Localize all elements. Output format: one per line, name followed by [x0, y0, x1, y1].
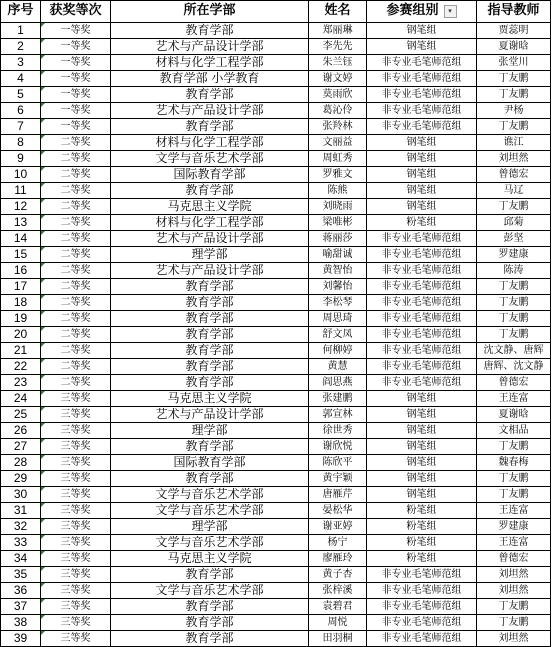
cell-award[interactable]: 三等奖: [41, 614, 111, 630]
cell-dept[interactable]: 教育学部: [111, 470, 309, 486]
cell-dept[interactable]: 教育学部: [111, 342, 309, 358]
header-group-label: 参赛组别: [386, 3, 439, 18]
cell-group[interactable]: 钢笔组: [367, 486, 477, 502]
cell-dept[interactable]: 教育学部: [111, 374, 309, 390]
cell-group[interactable]: 钢笔组: [367, 454, 477, 470]
table-row: [1, 310, 551, 326]
cell-teacher[interactable]: 丁友鹏: [477, 310, 551, 326]
cell-award[interactable]: 三等奖: [41, 566, 111, 582]
cell-index[interactable]: 3: [1, 54, 41, 70]
cell-award[interactable]: 三等奖: [41, 486, 111, 502]
cell-group[interactable]: 非专业毛笔师范组: [367, 262, 477, 278]
cell-name[interactable]: 徐世秀: [309, 422, 367, 438]
cell-index[interactable]: 6: [1, 102, 41, 118]
cell-group[interactable]: 非专业毛笔师范组: [367, 278, 477, 294]
table-row: [1, 470, 551, 486]
table-row: [1, 422, 551, 438]
cell-index[interactable]: 39: [1, 630, 41, 646]
table-row: [1, 374, 551, 390]
cell-award[interactable]: 三等奖: [41, 470, 111, 486]
cell-teacher[interactable]: 丁友鹏: [477, 198, 551, 214]
table-row: [1, 102, 551, 118]
cell-index[interactable]: 20: [1, 326, 41, 342]
cell-teacher[interactable]: 文相品: [477, 422, 551, 438]
table-row: [1, 534, 551, 550]
cell-name[interactable]: 杨宁: [309, 534, 367, 550]
cell-index[interactable]: 24: [1, 390, 41, 406]
cell-dept[interactable]: 教育学部: [111, 598, 309, 614]
cell-award[interactable]: 二等奖: [41, 310, 111, 326]
cell-index[interactable]: 36: [1, 582, 41, 598]
cell-teacher[interactable]: 刘坦然: [477, 582, 551, 598]
cell-group[interactable]: 非专业毛笔师范组: [367, 246, 477, 262]
cell-dept[interactable]: 教育学部: [111, 310, 309, 326]
cell-teacher[interactable]: 曾德宏: [477, 166, 551, 182]
table-row: [1, 38, 551, 54]
cell-group[interactable]: 钢笔组: [367, 22, 477, 38]
cell-dept[interactable]: 马克思主义学院: [111, 390, 309, 406]
cell-award[interactable]: 二等奖: [41, 262, 111, 278]
table-row: [1, 518, 551, 534]
cell-dept[interactable]: 文学与音乐艺术学部: [111, 486, 309, 502]
cell-group[interactable]: 非专业毛笔师范组: [367, 310, 477, 326]
cell-index[interactable]: 28: [1, 454, 41, 470]
cell-group[interactable]: 非专业毛笔师范组: [367, 614, 477, 630]
cell-award[interactable]: 三等奖: [41, 518, 111, 534]
cell-name[interactable]: 张梓溪: [309, 582, 367, 598]
cell-dept[interactable]: 教育学部: [111, 438, 309, 454]
cell-name[interactable]: 蒋丽莎: [309, 230, 367, 246]
cell-name[interactable]: 谢亚婷: [309, 518, 367, 534]
cell-teacher[interactable]: 丁友鹏: [477, 326, 551, 342]
cell-dept[interactable]: 国际教育学部: [111, 166, 309, 182]
cell-award[interactable]: 三等奖: [41, 582, 111, 598]
cell-group[interactable]: 非专业毛笔师范组: [367, 566, 477, 582]
cell-award[interactable]: 三等奖: [41, 630, 111, 646]
table-row: [1, 54, 551, 70]
header-dept[interactable]: 所在学部: [111, 1, 309, 23]
cell-dept[interactable]: 教育学部 小学教育: [111, 70, 309, 86]
cell-index[interactable]: 18: [1, 294, 41, 310]
cell-name[interactable]: 梁唯彬: [309, 214, 367, 230]
table-row: [1, 214, 551, 230]
cell-award[interactable]: 二等奖: [41, 134, 111, 150]
cell-award[interactable]: 一等奖: [41, 38, 111, 54]
cell-teacher[interactable]: 丁友鹏: [477, 486, 551, 502]
table-row: [1, 278, 551, 294]
cell-dept[interactable]: 文学与音乐艺术学部: [111, 534, 309, 550]
table-row: [1, 326, 551, 342]
cell-dept[interactable]: 国际教育学部: [111, 454, 309, 470]
cell-teacher[interactable]: 谯江: [477, 134, 551, 150]
cell-index[interactable]: 19: [1, 310, 41, 326]
cell-dept[interactable]: 教育学部: [111, 614, 309, 630]
cell-index[interactable]: 27: [1, 438, 41, 454]
cell-index[interactable]: 14: [1, 230, 41, 246]
cell-index[interactable]: 5: [1, 86, 41, 102]
cell-teacher[interactable]: 刘坦然: [477, 150, 551, 166]
filter-dropdown-icon[interactable]: ▾: [444, 5, 457, 18]
cell-name[interactable]: 廖雁玲: [309, 550, 367, 566]
cell-teacher[interactable]: 魏春梅: [477, 454, 551, 470]
cell-award[interactable]: 二等奖: [41, 230, 111, 246]
cell-group[interactable]: 钢笔组: [367, 438, 477, 454]
cell-group[interactable]: 钢笔组: [367, 182, 477, 198]
cell-teacher[interactable]: 刘坦然: [477, 630, 551, 646]
cell-index[interactable]: 33: [1, 534, 41, 550]
cell-name[interactable]: 田羽桐: [309, 630, 367, 646]
cell-name[interactable]: 黄子杏: [309, 566, 367, 582]
cell-dept[interactable]: 教育学部: [111, 326, 309, 342]
cell-dept[interactable]: 材料与化学工程学部: [111, 214, 309, 230]
cell-award[interactable]: 三等奖: [41, 534, 111, 550]
cell-name[interactable]: 舒文凤: [309, 326, 367, 342]
cell-teacher[interactable]: 丁友鹏: [477, 118, 551, 134]
cell-group[interactable]: 非专业毛笔师范组: [367, 70, 477, 86]
cell-group[interactable]: 非专业毛笔师范组: [367, 358, 477, 374]
cell-name[interactable]: 阎思燕: [309, 374, 367, 390]
cell-award[interactable]: 二等奖: [41, 326, 111, 342]
cell-group[interactable]: 钢笔组: [367, 150, 477, 166]
cell-name[interactable]: 黄智怡: [309, 262, 367, 278]
table-row: [1, 198, 551, 214]
cell-award[interactable]: 二等奖: [41, 342, 111, 358]
cell-name[interactable]: 郭宣林: [309, 406, 367, 422]
cell-award[interactable]: 三等奖: [41, 454, 111, 470]
cell-award[interactable]: 二等奖: [41, 294, 111, 310]
cell-group[interactable]: 钢笔组: [367, 166, 477, 182]
cell-dept[interactable]: 艺术与产品设计学部: [111, 38, 309, 54]
cell-name[interactable]: 文丽益: [309, 134, 367, 150]
table-row: [1, 230, 551, 246]
table-row: [1, 502, 551, 518]
header-row: [1, 1, 551, 23]
cell-name[interactable]: 唐雁芹: [309, 486, 367, 502]
cell-award[interactable]: 二等奖: [41, 246, 111, 262]
cell-index[interactable]: 29: [1, 470, 41, 486]
cell-dept[interactable]: 艺术与产品设计学部: [111, 406, 309, 422]
cell-award[interactable]: 一等奖: [41, 118, 111, 134]
cell-group[interactable]: 粉笔组: [367, 502, 477, 518]
cell-name[interactable]: 刘馨怡: [309, 278, 367, 294]
cell-dept[interactable]: 理学部: [111, 246, 309, 262]
cell-group[interactable]: 钢笔组: [367, 390, 477, 406]
cell-award[interactable]: 一等奖: [41, 70, 111, 86]
table-row: [1, 134, 551, 150]
cell-award[interactable]: 三等奖: [41, 422, 111, 438]
cell-index[interactable]: 22: [1, 358, 41, 374]
cell-group[interactable]: 非专业毛笔师范组: [367, 326, 477, 342]
cell-name[interactable]: 袁碧君: [309, 598, 367, 614]
table-row: [1, 614, 551, 630]
cell-dept[interactable]: 艺术与产品设计学部: [111, 102, 309, 118]
cell-group[interactable]: 粉笔组: [367, 214, 477, 230]
cell-dept[interactable]: 材料与化学工程学部: [111, 54, 309, 70]
table-row: [1, 294, 551, 310]
cell-award[interactable]: 一等奖: [41, 102, 111, 118]
cell-teacher[interactable]: 王连富: [477, 502, 551, 518]
cell-teacher[interactable]: 唐辉、沈文静: [477, 358, 551, 374]
cell-group[interactable]: 钢笔组: [367, 38, 477, 54]
cell-dept[interactable]: 教育学部: [111, 22, 309, 38]
table-row: [1, 358, 551, 374]
cell-index[interactable]: 38: [1, 614, 41, 630]
cell-teacher[interactable]: 陈涛: [477, 262, 551, 278]
cell-dept[interactable]: 教育学部: [111, 566, 309, 582]
cell-award[interactable]: 二等奖: [41, 198, 111, 214]
cell-index[interactable]: 12: [1, 198, 41, 214]
cell-group[interactable]: 粉笔组: [367, 550, 477, 566]
cell-teacher[interactable]: 丁友鹏: [477, 70, 551, 86]
table-row: [1, 118, 551, 134]
cell-teacher[interactable]: 丁友鹏: [477, 294, 551, 310]
cell-group[interactable]: 非专业毛笔师范组: [367, 598, 477, 614]
cell-name[interactable]: 周思琦: [309, 310, 367, 326]
cell-award[interactable]: 二等奖: [41, 166, 111, 182]
cell-teacher[interactable]: 尹杨: [477, 102, 551, 118]
cell-name[interactable]: 陈欣平: [309, 454, 367, 470]
cell-dept[interactable]: 艺术与产品设计学部: [111, 262, 309, 278]
cell-index[interactable]: 13: [1, 214, 41, 230]
cell-index[interactable]: 10: [1, 166, 41, 182]
cell-name[interactable]: 莫雨欣: [309, 86, 367, 102]
cell-group[interactable]: 非专业毛笔师范组: [367, 342, 477, 358]
cell-group[interactable]: 非专业毛笔师范组: [367, 582, 477, 598]
cell-teacher[interactable]: 贾蕊明: [477, 22, 551, 38]
cell-name[interactable]: 郑丽琳: [309, 22, 367, 38]
cell-teacher[interactable]: 马辽: [477, 182, 551, 198]
table-row: [1, 22, 551, 38]
table-row: [1, 246, 551, 262]
cell-name[interactable]: 张建鹏: [309, 390, 367, 406]
cell-award[interactable]: 二等奖: [41, 214, 111, 230]
cell-index[interactable]: 23: [1, 374, 41, 390]
table-row: [1, 406, 551, 422]
cell-dept[interactable]: 材料与化学工程学部: [111, 134, 309, 150]
cell-award[interactable]: 二等奖: [41, 278, 111, 294]
cell-teacher[interactable]: 刘坦然: [477, 566, 551, 582]
cell-index[interactable]: 35: [1, 566, 41, 582]
cell-dept[interactable]: 教育学部: [111, 358, 309, 374]
cell-dept[interactable]: 马克思主义学院: [111, 198, 309, 214]
cell-group[interactable]: 非专业毛笔师范组: [367, 102, 477, 118]
cell-name[interactable]: 谢文婷: [309, 70, 367, 86]
table-row: [1, 550, 551, 566]
cell-teacher[interactable]: 张堂川: [477, 54, 551, 70]
cell-dept[interactable]: 教育学部: [111, 630, 309, 646]
table-row: [1, 182, 551, 198]
cell-teacher[interactable]: 沈文静、唐辉: [477, 342, 551, 358]
table-row: [1, 86, 551, 102]
cell-index[interactable]: 30: [1, 486, 41, 502]
table-row: [1, 262, 551, 278]
cell-group[interactable]: 粉笔组: [367, 534, 477, 550]
cell-teacher[interactable]: 彭坚: [477, 230, 551, 246]
cell-name[interactable]: 何柳婷: [309, 342, 367, 358]
cell-award[interactable]: 二等奖: [41, 182, 111, 198]
table-row: [1, 582, 551, 598]
cell-award[interactable]: 二等奖: [41, 358, 111, 374]
cell-teacher[interactable]: 曾德宏: [477, 550, 551, 566]
cell-award[interactable]: 一等奖: [41, 22, 111, 38]
cell-dept[interactable]: 马克思主义学院: [111, 550, 309, 566]
cell-index[interactable]: 7: [1, 118, 41, 134]
header-index[interactable]: 序号: [1, 1, 41, 23]
cell-index[interactable]: 15: [1, 246, 41, 262]
cell-dept[interactable]: 教育学部: [111, 182, 309, 198]
cell-teacher[interactable]: 丁友鹏: [477, 278, 551, 294]
cell-name[interactable]: 刘晓雨: [309, 198, 367, 214]
cell-teacher[interactable]: 丁友鹏: [477, 438, 551, 454]
cell-name[interactable]: 黄宇颖: [309, 470, 367, 486]
cell-name[interactable]: 朱兰钰: [309, 54, 367, 70]
table-row: [1, 486, 551, 502]
cell-group[interactable]: 非专业毛笔师范组: [367, 630, 477, 646]
table-row: [1, 630, 551, 646]
cell-name[interactable]: 谢欣悦: [309, 438, 367, 454]
cell-group[interactable]: 钢笔组: [367, 470, 477, 486]
header-name[interactable]: 姓名: [309, 1, 367, 23]
table-row: [1, 438, 551, 454]
header-teacher[interactable]: 指导教师: [477, 1, 551, 23]
cell-index[interactable]: 16: [1, 262, 41, 278]
cell-index[interactable]: 34: [1, 550, 41, 566]
cell-index[interactable]: 4: [1, 70, 41, 86]
cell-index[interactable]: 26: [1, 422, 41, 438]
header-group[interactable]: [367, 1, 477, 23]
cell-award[interactable]: 三等奖: [41, 438, 111, 454]
cell-index[interactable]: 2: [1, 38, 41, 54]
table-row: [1, 454, 551, 470]
cell-group[interactable]: 非专业毛笔师范组: [367, 118, 477, 134]
cell-index[interactable]: 37: [1, 598, 41, 614]
cell-index[interactable]: 31: [1, 502, 41, 518]
table-row: [1, 166, 551, 182]
cell-award[interactable]: 三等奖: [41, 598, 111, 614]
table-row: [1, 598, 551, 614]
cell-group[interactable]: 非专业毛笔师范组: [367, 294, 477, 310]
cell-name[interactable]: 黄慧: [309, 358, 367, 374]
cell-teacher[interactable]: 邱菊: [477, 214, 551, 230]
table-row: [1, 342, 551, 358]
cell-teacher[interactable]: 曾德宏: [477, 374, 551, 390]
cell-index[interactable]: 9: [1, 150, 41, 166]
cell-index[interactable]: 1: [1, 22, 41, 38]
cell-teacher[interactable]: 夏谢晗: [477, 38, 551, 54]
cell-dept[interactable]: 文学与音乐艺术学部: [111, 582, 309, 598]
cell-name[interactable]: 罗雅文: [309, 166, 367, 182]
cell-group[interactable]: 钢笔组: [367, 422, 477, 438]
table-row: [1, 70, 551, 86]
cell-award[interactable]: 二等奖: [41, 150, 111, 166]
cell-award[interactable]: 三等奖: [41, 390, 111, 406]
cell-group[interactable]: 非专业毛笔师范组: [367, 54, 477, 70]
cell-name[interactable]: 张羚林: [309, 118, 367, 134]
cell-name[interactable]: 喻甜诚: [309, 246, 367, 262]
cell-award[interactable]: 一等奖: [41, 54, 111, 70]
cell-award[interactable]: 三等奖: [41, 502, 111, 518]
cell-name[interactable]: 陈熊: [309, 182, 367, 198]
cell-dept[interactable]: 教育学部: [111, 86, 309, 102]
table-row: [1, 390, 551, 406]
cell-teacher[interactable]: 王连富: [477, 390, 551, 406]
cell-dept[interactable]: 文学与音乐艺术学部: [111, 150, 309, 166]
cell-dept[interactable]: 理学部: [111, 518, 309, 534]
cell-teacher[interactable]: 丁友鹏: [477, 470, 551, 486]
cell-index[interactable]: 11: [1, 182, 41, 198]
cell-name[interactable]: 葛沁伶: [309, 102, 367, 118]
cell-index[interactable]: 25: [1, 406, 41, 422]
cell-teacher[interactable]: 王连富: [477, 534, 551, 550]
cell-index[interactable]: 8: [1, 134, 41, 150]
cell-group[interactable]: 粉笔组: [367, 518, 477, 534]
cell-name[interactable]: 李松琴: [309, 294, 367, 310]
cell-dept[interactable]: 教育学部: [111, 278, 309, 294]
cell-group[interactable]: 非专业毛笔师范组: [367, 374, 477, 390]
cell-index[interactable]: 17: [1, 278, 41, 294]
cell-group[interactable]: 钢笔组: [367, 198, 477, 214]
cell-group[interactable]: 钢笔组: [367, 406, 477, 422]
cell-dept[interactable]: 教育学部: [111, 294, 309, 310]
cell-award[interactable]: 三等奖: [41, 550, 111, 566]
cell-index[interactable]: 32: [1, 518, 41, 534]
cell-group[interactable]: 非专业毛笔师范组: [367, 230, 477, 246]
cell-dept[interactable]: 理学部: [111, 422, 309, 438]
cell-name[interactable]: 李先先: [309, 38, 367, 54]
cell-name[interactable]: 晏松华: [309, 502, 367, 518]
cell-teacher[interactable]: 罗建康: [477, 518, 551, 534]
cell-name[interactable]: 周悦: [309, 614, 367, 630]
cell-group[interactable]: 非专业毛笔师范组: [367, 86, 477, 102]
cell-dept[interactable]: 艺术与产品设计学部: [111, 230, 309, 246]
cell-teacher[interactable]: 丁友鹏: [477, 598, 551, 614]
cell-teacher[interactable]: 丁友鹏: [477, 86, 551, 102]
cell-teacher[interactable]: 丁友鹏: [477, 614, 551, 630]
cell-dept[interactable]: 教育学部: [111, 118, 309, 134]
table-row: [1, 566, 551, 582]
header-award[interactable]: 获奖等次: [41, 1, 111, 23]
cell-index[interactable]: 21: [1, 342, 41, 358]
cell-teacher[interactable]: 夏谢晗: [477, 406, 551, 422]
cell-award[interactable]: 一等奖: [41, 86, 111, 102]
cell-award[interactable]: 三等奖: [41, 406, 111, 422]
cell-award[interactable]: 二等奖: [41, 374, 111, 390]
cell-teacher[interactable]: 罗建康: [477, 246, 551, 262]
cell-group[interactable]: 钢笔组: [367, 134, 477, 150]
table-row: [1, 150, 551, 166]
cell-name[interactable]: 周虹秀: [309, 150, 367, 166]
cell-dept[interactable]: 文学与音乐艺术学部: [111, 502, 309, 518]
